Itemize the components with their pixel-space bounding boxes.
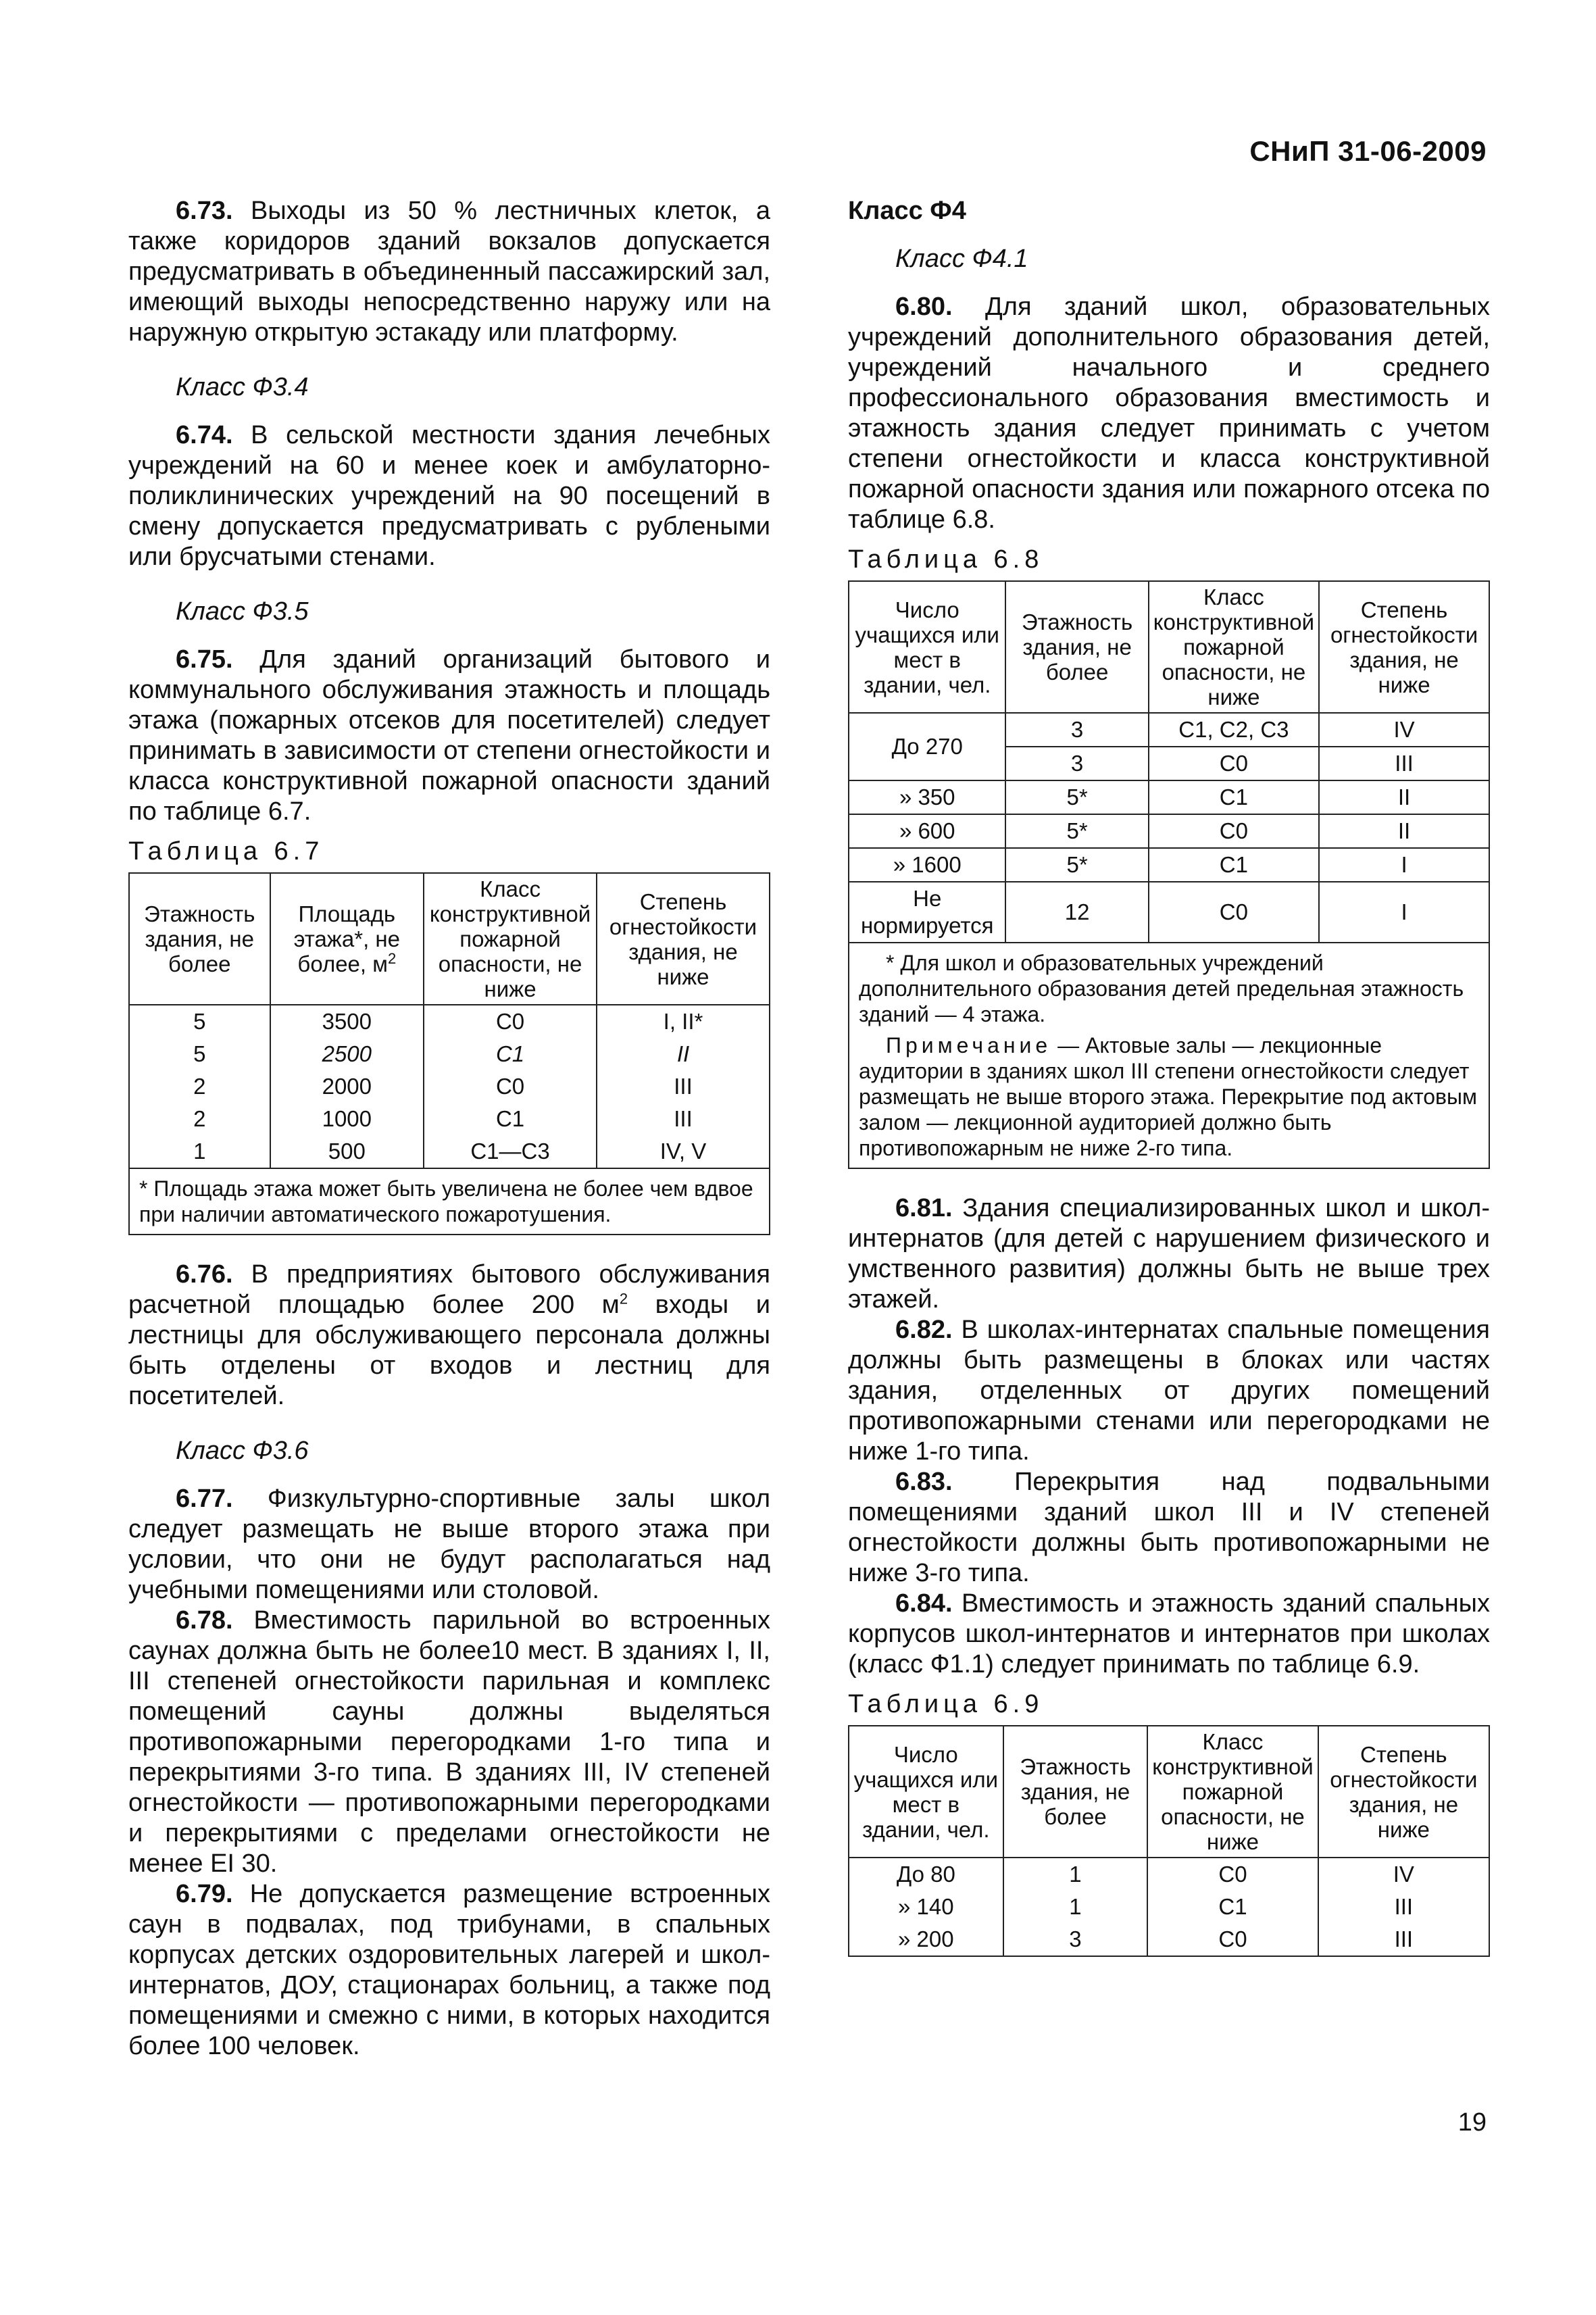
clause-number: 6.83. — [895, 1468, 953, 1496]
table-cell: IV — [1318, 1858, 1489, 1891]
table-header-cell: Степень огнестойкости здания, не ниже — [1318, 1726, 1489, 1858]
table-header-cell: Этажность здания, не более — [1003, 1726, 1148, 1858]
table-cell: 1 — [1003, 1858, 1148, 1891]
table-header-cell: Площадь этажа*, не более, $м^2$ — [270, 873, 424, 1005]
table-cell: Не нормируется — [849, 882, 1005, 943]
table-6-7 — [128, 872, 770, 1235]
clause-text: Вместимость и этажность зданий спальных корпусов школ-интернатов и интернатов при школах (класс Ф1.1) следует принимать по таблице 6.9. — [848, 1589, 1490, 1678]
clause-text: Здания специализированных школ и школ-интернатов (для детей с нарушением физического и умственного развития) должны быть не выше трех этажей. — [848, 1194, 1490, 1314]
paragraph-6-80 — [848, 292, 1490, 535]
table-cell: С0 — [1149, 882, 1319, 943]
table-row — [129, 1005, 770, 1038]
table-cell: 5 — [129, 1038, 270, 1070]
paragraph-6-74 — [128, 420, 770, 572]
table-6-9 — [848, 1725, 1490, 1957]
table-row — [129, 1038, 770, 1070]
left-column — [128, 196, 770, 2062]
table-cell: 1 — [1003, 1891, 1148, 1923]
table-cell: I — [1319, 848, 1489, 882]
class-heading-f3-4: Класс Ф3.4 — [176, 373, 309, 401]
table-header-cell: Класс конструктивной пожарной опасности, не ниже — [1149, 581, 1319, 713]
table-cell: 3 — [1005, 713, 1148, 747]
table-header-cell: Степень огнестойкости здания, не ниже — [1319, 581, 1489, 713]
table-cell: 500 — [270, 1135, 424, 1168]
table-header-cell: Этажность здания, не более — [129, 873, 270, 1005]
table-row — [129, 1070, 770, 1103]
table-6-8 — [848, 580, 1490, 1169]
paragraph-6-82 — [848, 1315, 1490, 1467]
table-cell: С0 — [1147, 1858, 1318, 1891]
table-row — [849, 780, 1489, 814]
clause-number: 6.84. — [895, 1589, 953, 1618]
table-cell: IV — [1319, 713, 1489, 747]
clause-text: Перекрытия над подвальными помещениями зданий школ III и IV степеней огнестойкости должны быть противопожарными не ниже 3-го типа. — [848, 1468, 1491, 1587]
class-heading-f4-1: Класс Ф4.1 — [895, 245, 1028, 273]
table-cell: II — [1319, 814, 1489, 848]
table-footnote-row — [129, 1168, 770, 1235]
clause-number: 6.76. — [176, 1260, 233, 1289]
clause-number: 6.80. — [895, 293, 953, 321]
table-cell: 5* — [1005, 814, 1148, 848]
table-cell: III — [1318, 1891, 1489, 1923]
table-cell: 2500 — [270, 1038, 424, 1070]
paragraph-6-84 — [848, 1589, 1490, 1680]
table-footnote-row — [849, 943, 1489, 1168]
clause-text: В школах-интернатах спальные помещения должны быть размещены в блоках или частях здания, отделенных от других помещений противопожарными стенами или перегородками не ниже 1-го типа. — [848, 1316, 1490, 1466]
clause-number: 6.79. — [176, 1880, 233, 1908]
table-cell: II — [1319, 780, 1489, 814]
table-cell: С0 — [1147, 1923, 1318, 1956]
table-cell: I — [1319, 882, 1489, 943]
clause-text: Вместимость парильной во встроенных саунах должна быть не более10 мест. В зданиях I, II, III степеней огнестойкости парильная и комплекс помещений сауны должны выделяться противопожарными перегородками 1-го типа и перекрытиями 3-го типа. В зданиях III, IV степеней огнестойкости — противопожарными перегородками и перекрытиями с пределами огнестойкости не менее EI 30. — [128, 1606, 770, 1878]
table-cell: До 270 — [849, 713, 1005, 780]
clause-text: Для зданий организаций бытового и коммунального обслуживания этажность и площадь этажа (пожарных отсеков для посетителей) следует принимать в зависимости от степени огнестойкости и класса конструктивной пожарной опасности зданий по таблице 6.7. — [128, 645, 771, 826]
table-cell: » 200 — [849, 1923, 1003, 1956]
table-row — [849, 713, 1489, 747]
table-notes — [849, 943, 1489, 1168]
table-cell: С0 — [1149, 747, 1319, 780]
table-6-9-caption: Таблица 6.9 — [848, 1690, 1044, 1718]
table-row — [129, 1103, 770, 1135]
table-cell: С1, С2, С3 — [1149, 713, 1319, 747]
table-cell: III — [597, 1070, 770, 1103]
document-code: СНиП 31-06-2009 — [1249, 135, 1487, 167]
table-footnote: * Площадь этажа может быть увеличена не более чем вдвое при наличии автоматического пожаротушения. — [129, 1168, 770, 1235]
paragraph-6-83 — [848, 1467, 1490, 1589]
clause-number: 6.77. — [176, 1485, 233, 1513]
table-header-cell: Число учащихся или мест в здании, чел. — [849, 581, 1005, 713]
paragraph-6-76: 6.76. В предприятиях бытового обслуживания расчетной площадью более 200 $м^2$ входы и лестницы для обслуживающего персонала должны быть отделены от входов и лестниц для посетителей. — [128, 1260, 771, 1410]
table-cell: » 1600 — [849, 848, 1005, 882]
table-footnote: * Для школ и образовательных учреждений дополнительного образования детей предельная этажность зданий — 4 этажа. — [859, 951, 1464, 1026]
table-cell: » 350 — [849, 780, 1005, 814]
table-cell: С1 — [424, 1103, 597, 1135]
table-cell: С0 — [424, 1070, 597, 1103]
table-cell: До 80 — [849, 1858, 1003, 1891]
table-cell: 2 — [129, 1070, 270, 1103]
table-cell: С1 — [1149, 780, 1319, 814]
paragraph-6-75 — [128, 645, 770, 827]
clause-number: 6.78. — [176, 1606, 233, 1635]
table-cell: С0 — [424, 1005, 597, 1038]
clause-text: В предприятиях бытового обслуживания расчетной площадью более 200 м — [128, 1260, 770, 1319]
table-row — [129, 1135, 770, 1168]
clause-text: входы и лестницы для обслуживающего персонала должны быть отделены от входов и лестниц для посетителей. — [128, 1291, 771, 1410]
paragraph-6-78 — [128, 1605, 770, 1879]
table-row — [849, 1858, 1489, 1891]
page-number: 19 — [1457, 2108, 1487, 2137]
table-cell: 2000 — [270, 1070, 424, 1103]
table-row — [849, 1891, 1489, 1923]
class-heading-f3-6: Класс Ф3.6 — [176, 1437, 309, 1465]
clause-text: Не допускается размещение встроенных саун в подвалах, под трибунами, в спальных корпусах детских оздоровительных лагерей и школ-интернатов, ДОУ, стационарах больниц, а также под помещениями и смежно с ними, в которых находится более 100 человек. — [128, 1880, 770, 2060]
table-cell: » 600 — [849, 814, 1005, 848]
table-cell: III — [1318, 1923, 1489, 1956]
clause-number: 6.75. — [176, 645, 233, 674]
table-cell: 1 — [129, 1135, 270, 1168]
table-6-7-caption: Таблица 6.7 — [128, 837, 324, 866]
clause-text: Для зданий школ, образовательных учреждений дополнительного образования детей, учреждений начального и среднего профессионального образования вместимость и этажность здания следует принимать с учетом степени огнестойкости и класса конструктивной пожарной опасности здания или пожарного отсека по таблице 6.8. — [848, 293, 1490, 534]
table-cell: 3 — [1005, 747, 1148, 780]
table-cell: 5 — [129, 1005, 270, 1038]
paragraph-6-73 — [128, 196, 770, 348]
table-header-cell: Число учащихся или мест в здании, чел. — [849, 1726, 1003, 1858]
table-cell: II — [597, 1038, 770, 1070]
table-cell: 5* — [1005, 780, 1148, 814]
paragraph-6-77 — [128, 1484, 770, 1605]
clause-number: 6.73. — [176, 197, 233, 225]
clause-number: 6.81. — [895, 1194, 953, 1222]
table-cell: III — [597, 1103, 770, 1135]
paragraph-6-79 — [128, 1879, 770, 2062]
table-row — [849, 882, 1489, 943]
table-cell: III — [1319, 747, 1489, 780]
table-cell: 12 — [1005, 882, 1148, 943]
table-cell: IV, V — [597, 1135, 770, 1168]
table-cell: 5* — [1005, 848, 1148, 882]
table-cell: 3 — [1003, 1923, 1148, 1956]
table-row — [849, 848, 1489, 882]
table-note: Примечание — Актовые залы — лекционные аудитории в зданиях школ III степени огнестойкости следует размещать не выше второго этажа. Перекрытие под актовым залом — лекционной аудиторией должно быть противопожарным не ниже 2-го типа. — [859, 1033, 1478, 1160]
table-cell: 3500 — [270, 1005, 424, 1038]
class-heading-f3-5: Класс Ф3.5 — [176, 597, 309, 626]
table-row — [849, 1923, 1489, 1956]
table-cell: С0 — [1149, 814, 1319, 848]
table-cell: С1 — [1149, 848, 1319, 882]
paragraph-6-81 — [848, 1193, 1490, 1315]
table-cell: 1000 — [270, 1103, 424, 1135]
table-header-cell: Степень огнестойкости здания, не ниже — [597, 873, 770, 1005]
clause-number: 6.82. — [895, 1316, 953, 1344]
table-cell: С1—С3 — [424, 1135, 597, 1168]
table-cell: С1 — [424, 1038, 597, 1070]
class-heading-f4: Класс Ф4 — [848, 197, 966, 225]
table-header-cell: Класс конструктивной пожарной опасности, не ниже — [1147, 1726, 1318, 1858]
table-header-cell: Этажность здания, не более — [1005, 581, 1148, 713]
clause-number: 6.74. — [176, 421, 233, 449]
right-column — [848, 196, 1490, 1957]
table-6-8-caption: Таблица 6.8 — [848, 545, 1044, 574]
clause-text: Выходы из 50 % лестничных клеток, а также коридоров зданий вокзалов допускается предусматривать в объединенный пассажирский зал, имеющий выходы непосредственно наружу или на наружную открытую эстакаду или платформу. — [128, 197, 771, 347]
table-header-cell: Класс конструктивной пожарной опасности, не ниже — [424, 873, 597, 1005]
table-row — [849, 814, 1489, 848]
clause-text: Физкультурно-спортивные залы школ следует размещать не выше второго этажа при условии, что они не будут располагаться над учебными помещениями или столовой. — [128, 1485, 771, 1604]
table-cell: » 140 — [849, 1891, 1003, 1923]
clause-text: В сельской местности здания лечебных учреждений на 60 и менее коек и амбулаторно-поликлинических учреждений на 90 посещений в смену допускается предусматривать с рублеными или брусчатыми стенами. — [128, 421, 770, 571]
table-cell: I, II* — [597, 1005, 770, 1038]
table-cell: С1 — [1147, 1891, 1318, 1923]
table-cell: 2 — [129, 1103, 270, 1135]
